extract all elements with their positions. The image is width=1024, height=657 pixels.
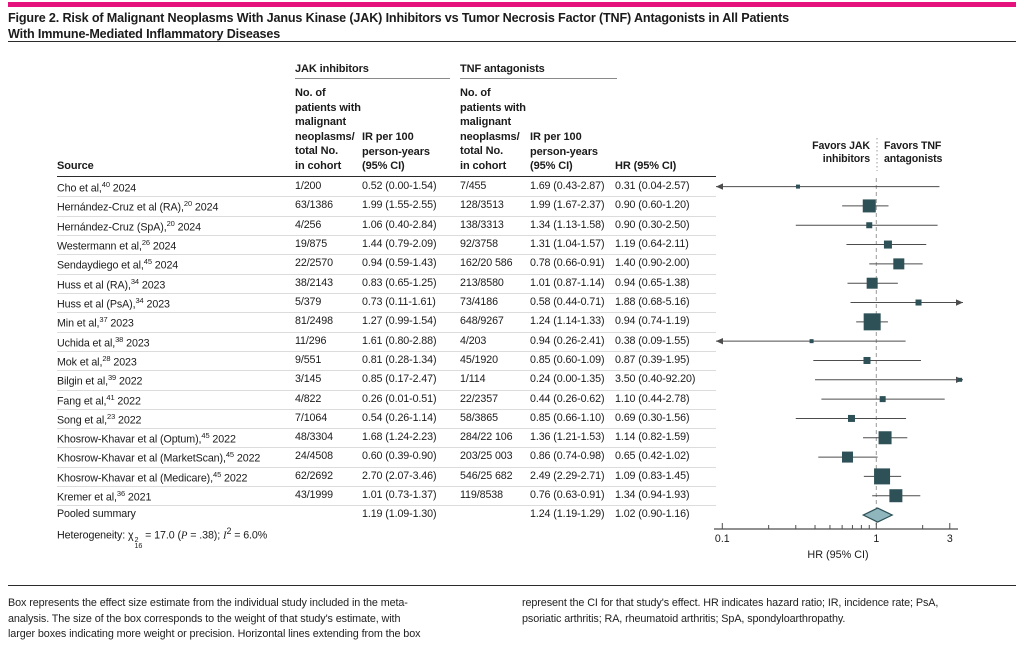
row-separator [57,254,716,255]
tnf-n-cell: 58/3865 [460,411,498,424]
tnf-ir-cell: 0.58 (0.44-0.71) [530,295,605,308]
jak-ir-cell: 0.73 (0.11-1.61) [362,295,436,308]
source-cell: Bilgin et al,$^{39}$ 2022 [57,373,143,388]
effect-box [874,468,890,484]
source-cell: Hernández-Cruz (SpA),$^{20}$ 2024 [57,218,201,234]
effect-box [842,452,853,463]
reference-superscript: 45 [213,469,222,479]
source-cell: Cho et al,$^{40}$ 2024 [57,180,137,195]
tnf-group-header: TNF antagonists [460,63,617,79]
footnote-divider [8,585,1016,586]
tnf-n-patients-header: No. of patients with malignant neoplasms/ total No. in cohort [460,87,526,172]
header-rule [57,176,716,177]
row-separator [57,293,716,294]
jak-n-cell: 5/379 [295,295,322,308]
tnf-ir-cell: 0.44 (0.26-0.62) [530,392,605,405]
chi-square-sub16: 2 16 [134,534,143,551]
jak-n-cell: 11/296 [295,334,327,347]
jak-ir-cell: 2.70 (2.07-3.46) [362,469,437,482]
tnf-n-cell: 92/3758 [460,237,498,250]
source-cell: Pooled summary [57,508,136,521]
heterogeneity-text: Heterogeneity: χ [57,529,134,542]
tnf-n-cell: 73/4186 [460,295,498,308]
effect-box [864,313,881,330]
jak-ir-cell: 0.81 (0.28-1.34) [362,353,437,366]
hr-text-cell: 0.94 (0.65-1.38) [615,276,690,289]
x-axis-tick-label: 1 [873,533,880,545]
jak-n-cell: 3/145 [295,373,322,386]
reference-superscript: 34 [130,276,139,286]
hr-text-cell: 0.87 (0.39-1.95) [615,353,690,366]
hr-text-cell: 0.31 (0.04-2.57) [615,180,690,192]
hr-text-cell: 1.10 (0.44-2.78) [615,392,690,405]
hr-text-cell: 0.90 (0.60-1.20) [615,199,690,212]
source-cell: Huss et al (PsA),$^{34}$ 2023 [57,295,170,311]
hr-text-cell: 0.65 (0.42-1.02) [615,450,690,463]
jak-n-cell: 7/1064 [295,411,328,424]
source-cell: Fang et al,$^{41}$ 2022 [57,392,141,408]
source-cell: Song et al,$^{23}$ 2022 [57,411,142,427]
effect-box [863,357,870,364]
hr-text-cell: 1.14 (0.82-1.59) [615,431,690,444]
tnf-ir-cell: 0.94 (0.26-2.41) [530,334,605,347]
effect-box [866,222,872,228]
jak-group-header: JAK inhibitors [295,63,450,79]
jak-n-cell: 4/256 [295,218,322,231]
jak-n-cell: 43/1999 [295,489,333,502]
jak-n-cell: 81/2498 [295,315,333,328]
row-separator [57,428,716,429]
reference-superscript: 20 [166,218,175,228]
reference-superscript: 45 [143,257,152,267]
jak-n-cell: 22/2570 [295,257,333,270]
jak-ir-cell: 0.54 (0.26-1.14) [362,411,437,424]
accent-bar [8,2,1016,7]
row-separator [57,216,716,217]
jak-ir-cell: 1.99 (1.55-2.55) [362,199,437,212]
hr-text-cell: 0.94 (0.74-1.19) [615,315,690,328]
jak-ir-cell: 1.61 (0.80-2.88) [362,334,437,347]
effect-box [884,241,892,249]
effect-box [889,489,902,502]
row-separator [57,196,716,197]
source-cell: Khosrow-Khavar et al (MarketScan),$^{45}$ 2022 [57,450,261,466]
tnf-n-cell: 45/1920 [460,353,498,366]
tnf-ir-cell: 1.69 (0.43-2.87) [530,180,605,192]
effect-box [958,378,962,382]
tnf-ir-cell: 0.85 (0.60-1.09) [530,353,605,366]
hr-text-cell: 1.09 (0.83-1.45) [615,469,690,482]
tnf-ir-header: IR per 100 person-years (95% CI) [530,131,598,173]
row-separator [57,505,716,506]
favors-jak-label: Favors JAK inhibitors [812,140,870,165]
jak-ir-cell: 1.68 (1.24-2.23) [362,431,437,444]
hr-header: HR (95% CI) [615,160,677,172]
source-cell: Khosrow-Khavar et al (Medicare),$^{45}$ 2022 [57,469,248,485]
tnf-ir-cell: 1.31 (1.04-1.57) [530,237,605,250]
reference-superscript: 28 [102,353,111,363]
tnf-ir-cell: 0.24 (0.00-1.35) [530,373,605,386]
tnf-n-cell: 22/2357 [460,392,498,405]
jak-n-cell: 38/2143 [295,276,333,289]
figure-title [8,10,1008,42]
x-axis-tick-label: 3 [946,533,953,545]
jak-n-cell: 1/200 [295,180,322,192]
footnote-right: represent the CI for that study's effect. HR indicates hazard ratio; IR, incidence rate; PsA, psoriatic arthritis; RA, rheumatoid arthritis; SpA, spondyloarthropathy. [522,597,939,625]
hr-text-cell: 1.88 (0.68-5.16) [615,295,690,308]
row-separator [57,351,716,352]
source-cell: Uchida et al,$^{38}$ 2023 [57,334,150,350]
reference-superscript: 39 [107,373,117,383]
jak-n-patients-header: No. of patients with malignant neoplasms/ total No. in cohort [295,87,361,172]
pooled-diamond [863,508,892,522]
reference-superscript: 41 [106,392,115,402]
figure-title-line2: With Immune-Mediated Inflammatory Diseases [8,27,281,41]
ci-arrow-right [956,299,963,305]
tnf-ir-cell: 1.24 (1.14-1.33) [530,315,605,328]
tnf-n-cell: 7/455 [460,180,487,192]
reference-superscript: 23 [107,411,116,421]
tnf-n-cell: 648/9267 [460,315,504,328]
row-separator [57,312,716,313]
source-header: Source [57,160,94,172]
effect-box [916,300,922,306]
jak-ir-cell: 1.06 (0.40-2.84) [362,218,437,231]
favors-tnf-label: Favors TNF antagonists [884,140,943,165]
tnf-ir-cell: 1.01 (0.87-1.14) [530,276,605,289]
ci-arrow-right [956,377,963,383]
hr-text-cell: 0.69 (0.30-1.56) [615,411,690,424]
source-cell: Huss et al (RA),$^{34}$ 2023 [57,276,166,292]
reference-superscript: 37 [99,315,108,325]
x-axis-tick-label: 0.1 [714,533,730,545]
reference-superscript: 38 [115,334,124,344]
effect-box [848,415,855,422]
tnf-n-cell: 1/114 [460,373,486,386]
reference-superscript: 34 [135,295,144,305]
jak-ir-header: IR per 100 person-years (95% CI) [362,131,430,173]
source-cell: Sendaydiego et al,$^{45}$ 2024 [57,257,179,272]
reference-superscript: 45 [201,431,210,441]
source-cell: Khosrow-Khavar et al (Optum),$^{45}$ 2022 [57,431,236,446]
jak-ir-cell: 0.60 (0.39-0.90) [362,450,437,463]
hr-text-cell: 0.38 (0.09-1.55) [615,334,690,347]
tnf-ir-cell: 0.86 (0.74-0.98) [530,450,605,463]
jak-ir-cell: 1.01 (0.73-1.37) [362,489,437,502]
tnf-ir-cell: 0.76 (0.63-0.91) [530,489,605,502]
effect-box [893,258,904,269]
row-separator [57,370,716,371]
jak-n-cell: 9/551 [295,353,322,366]
reference-superscript: 45 [225,450,235,460]
tnf-ir-cell: 2.49 (2.29-2.71) [530,469,605,482]
tnf-ir-cell: 1.34 (1.13-1.58) [530,218,605,231]
row-separator [57,486,716,487]
reference-superscript: 36 [116,489,126,499]
reference-superscript: 26 [141,237,150,247]
ci-arrow-left [716,338,723,344]
jak-n-cell: 48/3304 [295,431,333,444]
tnf-ir-cell: 1.99 (1.67-2.37) [530,199,605,212]
hr-text-cell: 3.50 (0.40-92.20) [615,373,696,386]
hr-text-cell: 0.90 (0.30-2.50) [615,218,690,231]
tnf-ir-cell: 1.36 (1.21-1.53) [530,431,605,444]
jak-n-cell: 4/822 [295,392,322,405]
effect-box [796,185,800,189]
source-cell: Mok et al,$^{28}$ 2023 [57,353,137,369]
reference-superscript: 40 [101,180,110,189]
row-separator [57,390,716,391]
hr-text-cell: 1.40 (0.90-2.00) [615,257,690,270]
effect-box [810,339,814,343]
effect-box [880,396,886,402]
tnf-n-cell: 213/8580 [460,276,504,289]
tnf-ir-cell: 0.78 (0.66-0.91) [530,257,605,270]
row-separator [57,409,716,410]
source-cell: Min et al,$^{37}$ 2023 [57,315,134,330]
tnf-n-cell: 4/203 [460,334,487,347]
jak-n-cell: 62/2692 [295,469,333,482]
tnf-n-cell: 138/3313 [460,218,504,231]
source-cell: Westermann et al,$^{26}$ 2024 [57,237,177,253]
row-separator [57,467,716,468]
jak-ir-cell: 0.94 (0.59-1.43) [362,257,437,270]
effect-box [867,278,878,289]
jak-ir-cell: 0.85 (0.17-2.47) [362,373,437,386]
hr-text-cell: 1.19 (0.64-2.11) [615,237,689,250]
jak-ir-cell: 1.44 (0.79-2.09) [362,237,437,250]
footnote-left: Box represents the effect size estimate from the individual study included in the meta- analysis. The size of the box corresponds to the weight of that study's estimate, with larger boxes indicating more weight or precision. Horizontal lines extending from the box [8,597,421,641]
row-separator [57,332,716,333]
jak-ir-cell: 1.27 (0.99-1.54) [362,315,437,328]
hr-text-cell: 1.34 (0.94-1.93) [615,489,690,502]
jak-n-cell: 19/875 [295,237,328,250]
ci-arrow-left [716,183,723,189]
tnf-n-cell: 162/20 586 [460,257,513,270]
jak-ir-cell: 0.52 (0.00-1.54) [362,180,437,192]
effect-box [879,431,892,444]
effect-box [863,199,876,212]
jak-n-cell: 63/1386 [295,199,333,212]
jak-n-cell: 24/4508 [295,450,333,463]
tnf-n-cell: 203/25 003 [460,450,513,463]
tnf-n-cell: 128/3513 [460,199,504,212]
row-separator [57,447,716,448]
row-separator [57,235,716,236]
source-cell: Kremer et al,$^{36}$ 2021 [57,489,152,504]
tnf-n-cell: 284/22 106 [460,431,513,444]
jak-ir-cell: 0.83 (0.65-1.25) [362,276,437,289]
figure-title-line1: Figure 2. Risk of Malignant Neoplasms With Janus Kinase (JAK) Inhibitors vs Tumor Necrosis Factor (TNF) Antagonists in All Patients [8,11,789,25]
jak-ir-cell: 1.19 (1.09-1.30) [362,508,437,521]
tnf-n-cell: 119/8538 [460,489,503,502]
tnf-n-cell: 546/25 682 [460,469,513,482]
x-axis-title: HR (95% CI) [807,549,869,561]
row-separator [57,274,716,275]
jak-ir-cell: 0.26 (0.01-0.51) [362,392,437,405]
tnf-ir-cell: 0.85 (0.66-1.10) [530,411,605,424]
title-divider [8,41,1016,42]
reference-superscript: 20 [183,199,193,209]
hr-text-cell: 1.02 (0.90-1.16) [615,508,690,521]
tnf-ir-cell: 1.24 (1.19-1.29) [530,508,605,521]
source-cell: Hernández-Cruz et al (RA),$^{20}$ 2024 [57,199,219,214]
heterogeneity-note: Heterogeneity: χ 2 16 = 17.0 (P = .38); $I^2 = 6.0\%$ [57,526,268,551]
